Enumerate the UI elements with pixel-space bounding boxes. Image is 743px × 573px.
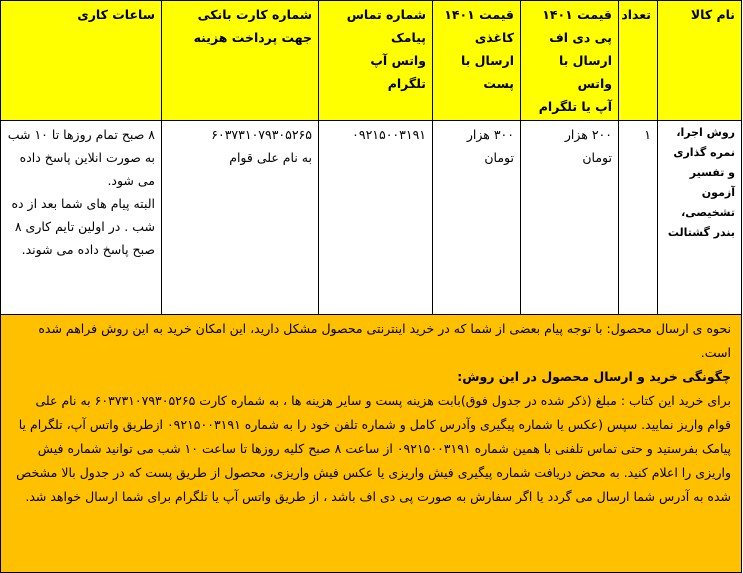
cell-quantity: ۱ bbox=[619, 121, 658, 315]
table-row bbox=[1, 121, 742, 315]
header-quantity: تعداد bbox=[619, 1, 658, 121]
header-bank-card: شماره کارت بانکی جهت پرداخت هزینه bbox=[162, 1, 319, 121]
header-working-hours: ساعات کاری bbox=[1, 1, 162, 121]
header-price-paper: قیمت ۱۴۰۱ کاغذی ارسال با پست bbox=[433, 1, 521, 121]
header-product-name: نام کالا bbox=[658, 1, 742, 121]
table-header-row bbox=[1, 1, 742, 121]
cell-contact-number: ۰۹۲۱۵۰۰۳۱۹۱ bbox=[319, 121, 433, 315]
instructions-intro: نحوه ی ارسال محصول: با توجه پیام بعضی از شما که در خرید اینترنتی محصول مشکل دارید، این امکان خرید به این روش فراهم شده است. bbox=[38, 321, 731, 360]
cell-product-name: روش اجرا، نمره گذاری و تفسیر آزمون تشخیصی، بندر گشتالت bbox=[658, 121, 742, 315]
cell-working-hours: ۸ صبح تمام روزها تا ۱۰ شب به صورت انلاین پاسخ داده می شود. البته پیام های شما بعد از ده شب . در اولین تایم کاری ۸ صبح پاسخ داده می شوند. bbox=[1, 121, 162, 315]
cell-price-paper: ۳۰۰ هزار تومان bbox=[433, 121, 521, 315]
cell-price-pdf: ۲۰۰ هزار تومان bbox=[521, 121, 619, 315]
info-row bbox=[1, 315, 742, 573]
purchase-instructions bbox=[1, 315, 742, 573]
instructions-body: برای خرید این کتاب : مبلغ (ذکر شده در جدول فوق)بابت هزینه پست و سایر هزینه ها ، به شماره کارت ۶۰۳۷۳۱۰۷۹۳۰۵۲۶۵ به نام علی قوام واریز نمایید. سپس (عکس یا شماره پیگیری وآدرس کامل و شماره تلفن خود را به شماره ۰۹۲۱۵۰۰۳۱۹۱ ازطریق واتس آپ، تلگرام یا پیامک بفرستید و حتی تماس تلفنی با همین شماره ۰۹۲۱۵۰۰۳۱۹۱ از ساعت ۸ صبح کلیه روزها تا ساعت ۱۰ شب می توانید شماره فیش واریزی را اعلام کنید. به محض دریافت شماره پیگیری فیش واریزی یا عکس فیش واریزی، محصول از طریق پست که در جدول بالا مشخص شده به آدرس شما ارسال می گردد یا اگر سفارش به صورت پی دی اف باشد ، از طریق واتس آپ یا تلگرام برای شما ارسال خواهد شد. bbox=[16, 393, 731, 504]
cell-bank-card: ۶۰۳۷۳۱۰۷۹۳۰۵۲۶۵ به نام علی قوام bbox=[162, 121, 319, 315]
header-price-pdf: قیمت ۱۴۰۱ پی دی اف ارسال با واتس آپ یا تلگرام bbox=[521, 1, 619, 121]
header-contact-number: شماره تماس پیامک واتس آپ تلگرام bbox=[319, 1, 433, 121]
instructions-heading: چگونگی خرید و ارسال محصول در این روش: bbox=[457, 369, 731, 384]
